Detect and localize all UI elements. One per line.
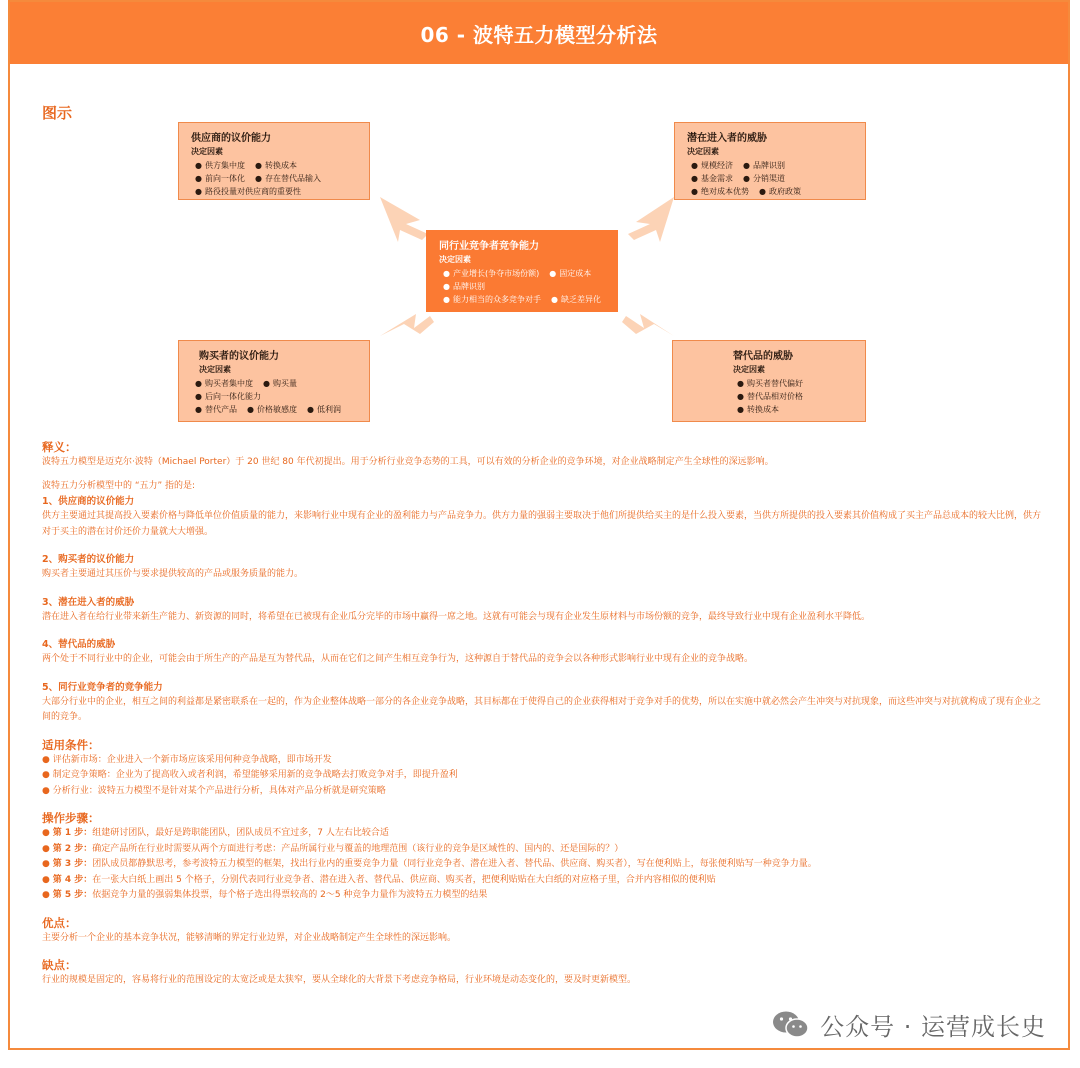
entrant-title: 潜在进入者的威胁 bbox=[687, 133, 767, 144]
arrow-buyer bbox=[380, 314, 434, 336]
supplier-factor: ● 存在替代品输入 bbox=[255, 172, 321, 185]
buyer-title: 购买者的议价能力 bbox=[199, 351, 279, 362]
rivalry-factor: ● 缺乏差异化 bbox=[551, 293, 601, 306]
substitute-title: 替代品的威胁 bbox=[733, 351, 793, 362]
step-text: 在一张大白纸上画出 5 个格子，分别代表同行业竞争者、潜在进入者、替代品、供应商、购买者，把便利贴贴在大白纸的对应格子里，合并内容相似的便利贴 bbox=[92, 874, 716, 885]
buyer-factor: ● 购买量 bbox=[263, 377, 297, 390]
step-label: 第 2 步： bbox=[52, 843, 93, 854]
supplier-factor: ● 转换成本 bbox=[255, 159, 297, 172]
definition-heading: 释义： bbox=[42, 440, 77, 454]
substitute-factor: ● 替代品相对价格 bbox=[737, 390, 803, 403]
step-text: 团队成员都静默思考，参考波特五力模型的框架，找出行业内的重要竞争力量（同行业竞争者、潜在进入者、替代品、供应商、购买者），写在便利贴上，每张便利贴写一种竞争力量。 bbox=[92, 859, 817, 869]
substitute-factor: ● 转换成本 bbox=[737, 403, 779, 416]
step-label: 第 5 步： bbox=[52, 890, 93, 900]
entrant-factor: ● 绝对成本优势 bbox=[691, 185, 749, 198]
supplier-factor: ● 供方集中度 bbox=[195, 159, 245, 172]
supplier-factor: ● 前向一体化 bbox=[195, 172, 245, 185]
step-item bbox=[42, 873, 1042, 889]
page-frame bbox=[8, 0, 1070, 1050]
step-item bbox=[42, 842, 1042, 858]
buyer-factor: ● 低利润 bbox=[307, 403, 341, 416]
rivalry-factor: ● 产业增长(争夺市场份额) bbox=[443, 267, 539, 280]
buyer-factor: ● 替代产品 bbox=[195, 403, 237, 416]
substitute-box bbox=[672, 340, 866, 422]
page-title: 06 - 波特五力模型分析法 bbox=[420, 22, 658, 47]
force-text: 大部分行业中的企业，相互之间的利益都是紧密联系在一起的，作为企业整体战略一部分的各企业竞争战略，其目标都在于使得自己的企业获得相对于竞争对手的优势，所以在实施中就必然会产生冲突与对抗现象，而这些冲突与对抗就构成了现有企业之间的竞争。 bbox=[42, 696, 1042, 722]
buyer-factor: ● 后向一体化能力 bbox=[195, 390, 261, 403]
entrant-factor: ● 规模经济 bbox=[691, 159, 733, 172]
force-text: 购买者主要通过其压价与要求提供较高的产品或服务质量的能力。 bbox=[42, 569, 304, 579]
supplier-box bbox=[178, 122, 370, 200]
step-label: 第 1 步： bbox=[52, 828, 93, 838]
force-text: 潜在进入者在给行业带来新生产能力、新资源的同时，将希望在已被现有企业瓜分完毕的市场中赢得一席之地。这就有可能会与现有企业发生原材料与市场份额的竞争，最终导致行业中现有企业盈利水平降低。 bbox=[42, 611, 871, 622]
condition-item: ● 评估新市场：企业进入一个新市场应该采用何种竞争战略，即市场开发 bbox=[42, 753, 1042, 769]
force-title: 2、购买者的议价能力 bbox=[42, 554, 135, 565]
step-text: 依据竞争力量的强弱集体投票，每个格子选出得票较高的 2～5 种竞争力量作为波特五力模型的结果 bbox=[92, 890, 488, 900]
supplier-title: 供应商的议价能力 bbox=[191, 133, 271, 144]
wechat-icon bbox=[772, 1010, 810, 1040]
entrant-box bbox=[674, 122, 866, 200]
diagram-label: 图示 bbox=[42, 104, 73, 122]
force-title: 1、供应商的议价能力 bbox=[42, 496, 135, 507]
force-text: 两个处于不同行业中的企业，可能会由于所生产的产品是互为替代品，从而在它们之间产生相互竞争行为，这种源自于替代品的竞争会以各种形式影响行业中现有企业的竞争战略。 bbox=[42, 654, 754, 664]
definition-text: 波特五力模型是迈克尔·波特（Michael Porter）于 20 世纪 80 年代初提出。用于分析行业竞争态势的工具，可以有效的分析企业的竞争环境，对企业战略制定产生全球性的深远影响。 bbox=[42, 457, 774, 467]
force-text: 供方主要通过其提高投入要素价格与降低单位价值质量的能力，来影响行业中现有企业的盈利能力与产品竞争力。供方力量的强弱主要取决于他们所提供给买主的是什么投入要素，当供方所提供的投入要素其价值构成了买主产品总成本的较大比例，供方对于买主的潜在讨价还价力量就大大增强。 bbox=[42, 511, 1042, 537]
buyer-factor: ● 购买者集中度 bbox=[195, 377, 253, 390]
arrows-layer bbox=[10, 2, 1072, 432]
buyer-box bbox=[178, 340, 370, 422]
step-item bbox=[42, 826, 1042, 842]
entrant-sub: 决定因素 bbox=[687, 147, 719, 156]
conditions-heading: 适用条件： bbox=[42, 737, 100, 752]
step-item bbox=[42, 857, 1042, 873]
steps-heading: 操作步骤： bbox=[42, 811, 100, 825]
supplier-sub: 决定因素 bbox=[191, 147, 223, 156]
cons-text: 行业的规模是固定的，容易将行业的范围设定的太宽泛或是太狭窄，要从全球化的大背景下考虑竞争格局，行业环境是动态变化的，要及时更新模型。 bbox=[42, 975, 637, 985]
step-label: 第 4 步： bbox=[52, 874, 93, 885]
cons-heading: 缺点： bbox=[42, 958, 77, 972]
force-title: 3、潜在进入者的威胁 bbox=[42, 596, 135, 608]
step-text: 组建研讨团队，最好是跨职能团队，团队成员不宜过多，7 人左右比较合适 bbox=[92, 828, 389, 838]
condition-item: ● 分析行业：波特五力模型不是针对某个产品进行分析，具体对产品分析就是研究策略 bbox=[42, 784, 1042, 800]
force-title: 4、替代品的威胁 bbox=[42, 639, 116, 650]
five-forces-diagram bbox=[10, 2, 1068, 432]
arrow-supplier bbox=[380, 197, 428, 242]
substitute-factor: ● 购买者替代偏好 bbox=[737, 377, 803, 390]
step-label: 第 3 步： bbox=[52, 859, 93, 869]
substitute-sub: 决定因素 bbox=[733, 365, 765, 374]
buyer-sub: 决定因素 bbox=[199, 365, 231, 374]
rivalry-factor: ● 品牌识别 bbox=[443, 280, 485, 293]
force-title: 5、同行业竞争者的竞争能力 bbox=[42, 681, 163, 693]
buyer-factor: ● 价格敏感度 bbox=[247, 403, 297, 416]
step-text: 确定产品所在行业时需要从两个方面进行考虑：产品所属行业与覆盖的地理范围（该行业的竞争是区域性的、国内的、还是国际的？） bbox=[92, 843, 624, 854]
rivalry-box bbox=[426, 230, 618, 312]
rivalry-factor: ● 固定成本 bbox=[549, 267, 591, 280]
arrow-entrant bbox=[628, 197, 674, 242]
supplier-factor: ● 路役投量对供应商的重要性 bbox=[195, 185, 301, 198]
pros-heading: 优点： bbox=[42, 915, 77, 930]
step-item bbox=[42, 888, 1042, 904]
entrant-factor: ● 分销渠道 bbox=[743, 172, 785, 185]
entrant-factor: ● 政府政策 bbox=[759, 185, 801, 198]
condition-item: ● 制定竞争策略：企业为了提高收入或者利润，希望能够采用新的竞争战略去打败竞争对手，即提升盈利 bbox=[42, 768, 1042, 784]
watermark bbox=[772, 1007, 1046, 1042]
watermark-text: 公众号 · 运营成长史 bbox=[820, 1013, 1046, 1041]
pros-text: 主要分析一个企业的基本竞争状况，能够清晰的界定行业边界，对企业战略制定产生全球性的深远影响。 bbox=[42, 932, 457, 943]
content-body bbox=[42, 440, 1042, 989]
forces-intro: 波特五力分析模型中的 “五力” 指的是: bbox=[42, 480, 196, 491]
entrant-factor: ● 品牌识别 bbox=[743, 159, 785, 172]
rivalry-factor: ● 能力相当的众多竞争对手 bbox=[443, 293, 541, 306]
entrant-factor: ● 基金需求 bbox=[691, 172, 733, 185]
arrow-substitute bbox=[622, 314, 674, 336]
rivalry-title: 同行业竞争者竞争能力 bbox=[439, 241, 539, 252]
rivalry-sub: 决定因素 bbox=[439, 255, 471, 264]
